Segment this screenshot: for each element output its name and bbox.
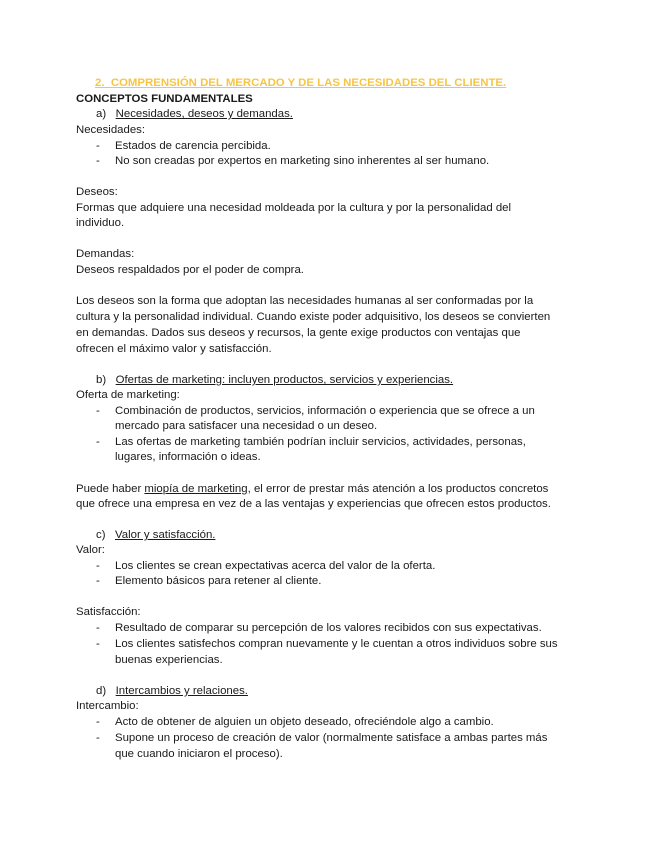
- list-item: Los clientes se crean expectativas acerca del valor de la oferta.: [115, 560, 436, 572]
- marker-c: c): [96, 529, 106, 541]
- subheading-b-title: Ofertas de marketing: incluyen productos, servicios y experiencias.: [115, 374, 454, 386]
- marker-a: a): [96, 108, 107, 120]
- marker-d: d): [96, 685, 107, 697]
- needs-label: Necesidades:: [76, 124, 146, 136]
- list-item: Elemento básicos para retener al cliente.: [115, 575, 322, 587]
- wants-label: Deseos:: [76, 186, 118, 198]
- subtitle: CONCEPTOS FUNDAMENTALES: [76, 93, 253, 105]
- list-item: Estados de carencia percibida.: [115, 140, 271, 152]
- paragraph-line: ofrecen el máximo valor y satisfacción.: [76, 343, 272, 355]
- section-heading: [95, 76, 506, 91]
- bullet: -: [96, 575, 100, 587]
- myopia-paragraph-line2: que ofrece una empresa en vez de a las ventajas y experiencias que ofrecen estos productos.: [76, 498, 551, 510]
- demands-line: Deseos respaldados por el poder de compra.: [76, 264, 304, 276]
- paragraph-line: Los deseos son la forma que adoptan las necesidades humanas al ser conformadas por la: [76, 295, 534, 307]
- subheading-c-title: Valor y satisfacción.: [115, 529, 216, 541]
- exchange-label: Intercambio:: [76, 700, 139, 712]
- list-item-cont: que cuando iniciaron el proceso).: [115, 748, 283, 760]
- bullet: -: [96, 560, 100, 572]
- bullet: -: [96, 155, 100, 167]
- subheading-d: [96, 684, 248, 699]
- subheading-c: [96, 528, 215, 543]
- offer-label: Oferta de marketing:: [76, 389, 180, 401]
- list-item: Acto de obtener de alguien un objeto deseado, ofreciéndole algo a cambio.: [115, 716, 494, 728]
- list-item: Los clientes satisfechos compran nuevamente y le cuentan a otros individuos sobre sus: [115, 638, 558, 650]
- subheading-a-title: Necesidades, deseos y demandas.: [115, 108, 293, 120]
- satisfaction-label: Satisfacción:: [76, 606, 141, 618]
- wants-line: individuo.: [76, 217, 125, 229]
- bullet: -: [96, 732, 100, 744]
- list-item-cont: mercado para satisfacer una necesidad o un deseo.: [115, 420, 378, 432]
- value-label: Valor:: [76, 544, 105, 556]
- paragraph-line: en demandas. Dados sus deseos y recursos, la gente exige productos con ventajas que: [76, 327, 521, 339]
- demands-label: Demandas:: [76, 248, 135, 260]
- subheading-a: [96, 107, 293, 122]
- list-item: Supone un proceso de creación de valor (normalmente satisface a ambas partes más: [115, 732, 548, 744]
- text: , el error de prestar más atención a los productos concretos: [247, 483, 549, 495]
- marker-b: b): [96, 374, 107, 386]
- text: Puede haber: [76, 483, 145, 495]
- list-item: Resultado de comparar su percepción de los valores recibidos con sus expectativas.: [115, 622, 542, 634]
- subheading-d-title: Intercambios y relaciones.: [115, 685, 248, 697]
- list-item: Las ofertas de marketing también podrían incluir servicios, actividades, personas,: [115, 436, 526, 448]
- list-item-cont: lugares, información o ideas.: [115, 451, 261, 463]
- bullet: -: [96, 716, 100, 728]
- section-number: 2.: [95, 77, 105, 89]
- subheading-b: [96, 373, 453, 388]
- bullet: -: [96, 140, 100, 152]
- bullet: -: [96, 405, 100, 417]
- list-item-cont: buenas experiencias.: [115, 654, 223, 666]
- bullet: -: [96, 436, 100, 448]
- wants-line: Formas que adquiere una necesidad moldeada por la cultura y por la personalidad del: [76, 202, 512, 214]
- list-item: Combinación de productos, servicios, información o experiencia que se ofrece a un: [115, 405, 535, 417]
- section-title: COMPRENSIÓN DEL MERCADO Y DE LAS NECESIDADES DEL CLIENTE.: [110, 77, 507, 89]
- paragraph-line: cultura y la personalidad individual. Cuando existe poder adquisitivo, los deseos se convierten: [76, 311, 551, 323]
- myopia-paragraph: [76, 482, 548, 497]
- myopia-term: miopía de marketing: [144, 483, 248, 495]
- list-item: No son creadas por expertos en marketing sino inherentes al ser humano.: [115, 155, 490, 167]
- bullet: -: [96, 622, 100, 634]
- bullet: -: [96, 638, 100, 650]
